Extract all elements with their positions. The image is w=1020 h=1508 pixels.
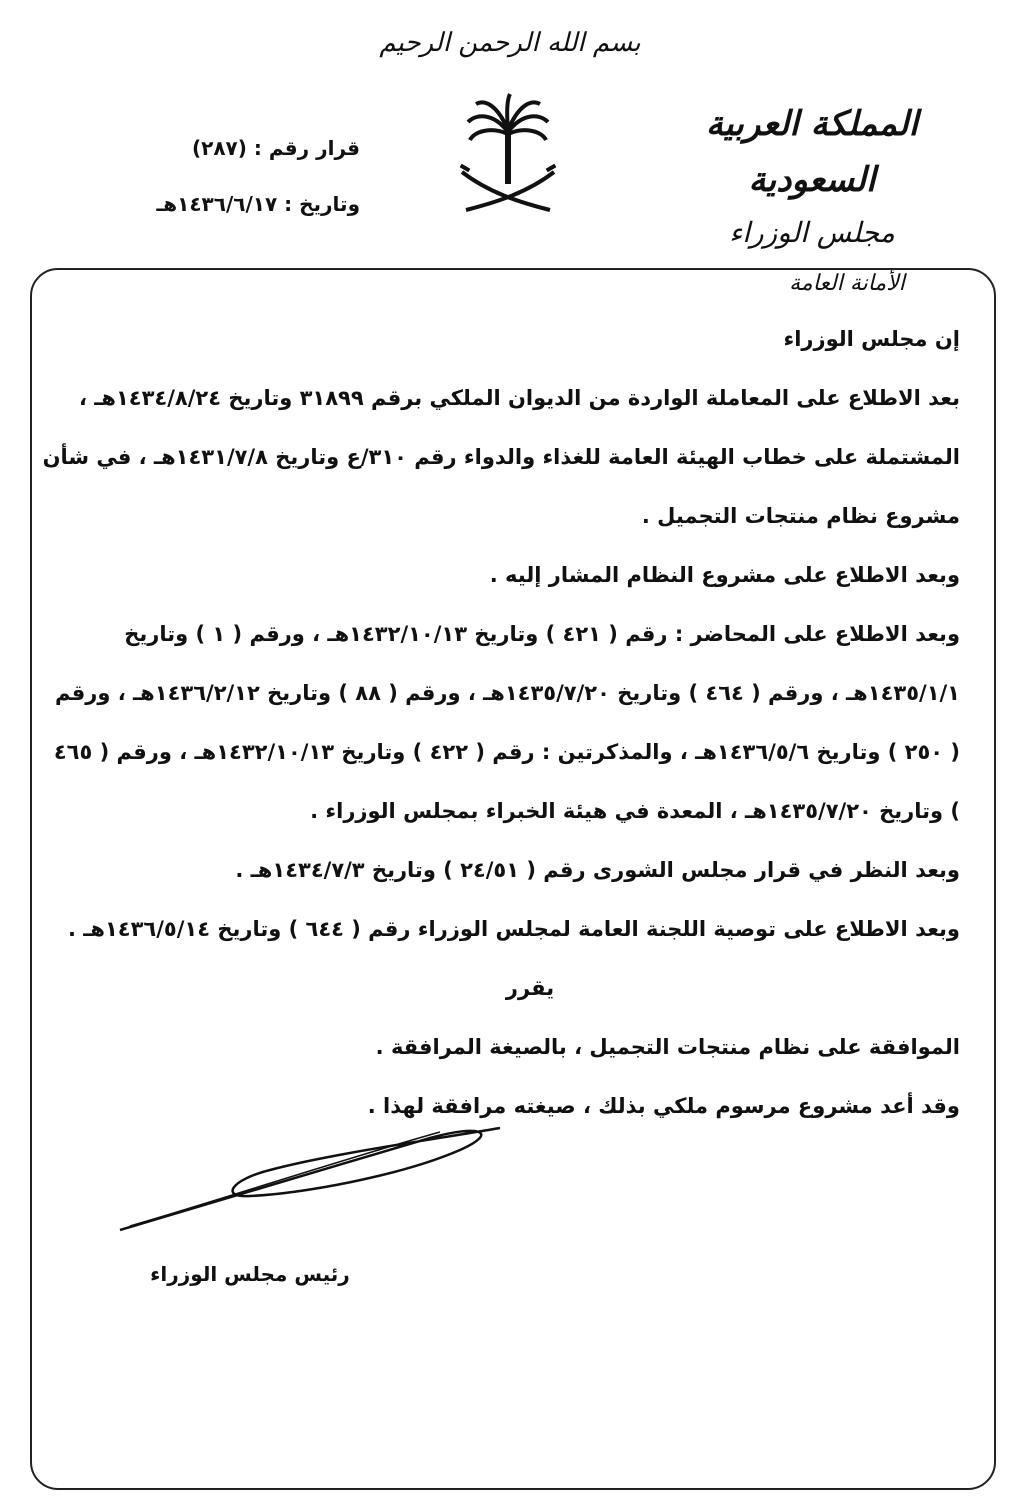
resolution-royal-decree: وقد أعد مشروع مرسوم ملكي بذلك ، صيغته مرافقة لهذا . [367,1094,960,1118]
paragraph-royal-court: بعد الاطلاع على المعاملة الواردة من الديوان الملكي برقم ٣١٨٩٩ وتاريخ ١٤٣٤/٨/٢٤هـ ، المشتملة على خطاب الهيئة العامة للغذاء والدواء رقم ٣١٠/ع وتاريخ ١٤٣١/٧/٨هـ ، في شأن مشروع نظام منتجات التجميل . [42,386,960,528]
paragraph-draft-review: وبعد الاطلاع على مشروع النظام المشار إليه . [489,563,960,587]
signatory-title: رئيس مجلس الوزراء [150,1262,350,1286]
paragraph-committee: وبعد الاطلاع على توصية اللجنة العامة لمجلس الوزراء رقم ( ٦٤٤ ) وتاريخ ١٤٣٦/٥/١٤هـ . [67,917,960,941]
paragraph-shura: وبعد النظر في قرار مجلس الشورى رقم ( ٢٤/٥١ ) وتاريخ ١٤٣٤/٧/٣هـ . [235,858,960,882]
secretariat-name: الأمانة العامة [789,271,905,296]
palm-swords-emblem-icon [458,92,558,222]
paragraph-minutes: وبعد الاطلاع على المحاضر : رقم ( ٤٢١ ) وتاريخ ١٤٣٢/١٠/١٣هـ ، ورقم ( ١ ) وتاريخ ١٤٣٥/١/١هـ ، ورقم ( ٤٦٤ ) وتاريخ ١٤٣٥/٧/٢٠هـ ، ورقم ( ٨٨ ) وتاريخ ١٤٣٦/٢/١٢هـ ، ورقم ( ٢٥٠ ) وتاريخ ١٤٣٦/٥/٦هـ ، والمذكرتين : رقم ( ٤٢٢ ) وتاريخ ١٤٣٢/١٠/١٣هـ ، ورقم ( ٤٦٥ ) وتاريخ ١٤٣٥/٧/٢٠هـ ، المعدة في هيئة الخبراء بمجلس الوزراء . [53,622,960,823]
basmala: بسم الله الرحمن الرحيم [379,28,641,58]
opening-line: إن مجلس الوزراء [783,327,960,351]
resolution-approval: الموافقة على نظام منتجات التجميل ، بالصيغة المرافقة . [375,1035,960,1059]
document-body [40,310,960,1136]
decision-reference [60,120,360,232]
decision-number: قرار رقم : (٢٨٧) [192,136,360,160]
signature-scribble [100,1110,520,1250]
council-name: مجلس الوزراء [729,216,895,249]
decision-heading: يقرر [505,976,555,1000]
kingdom-name: المملكة العربية السعودية [705,104,919,200]
decision-date: وتاريخ : ١٤٣٦/٦/١٧هـ [156,192,360,216]
